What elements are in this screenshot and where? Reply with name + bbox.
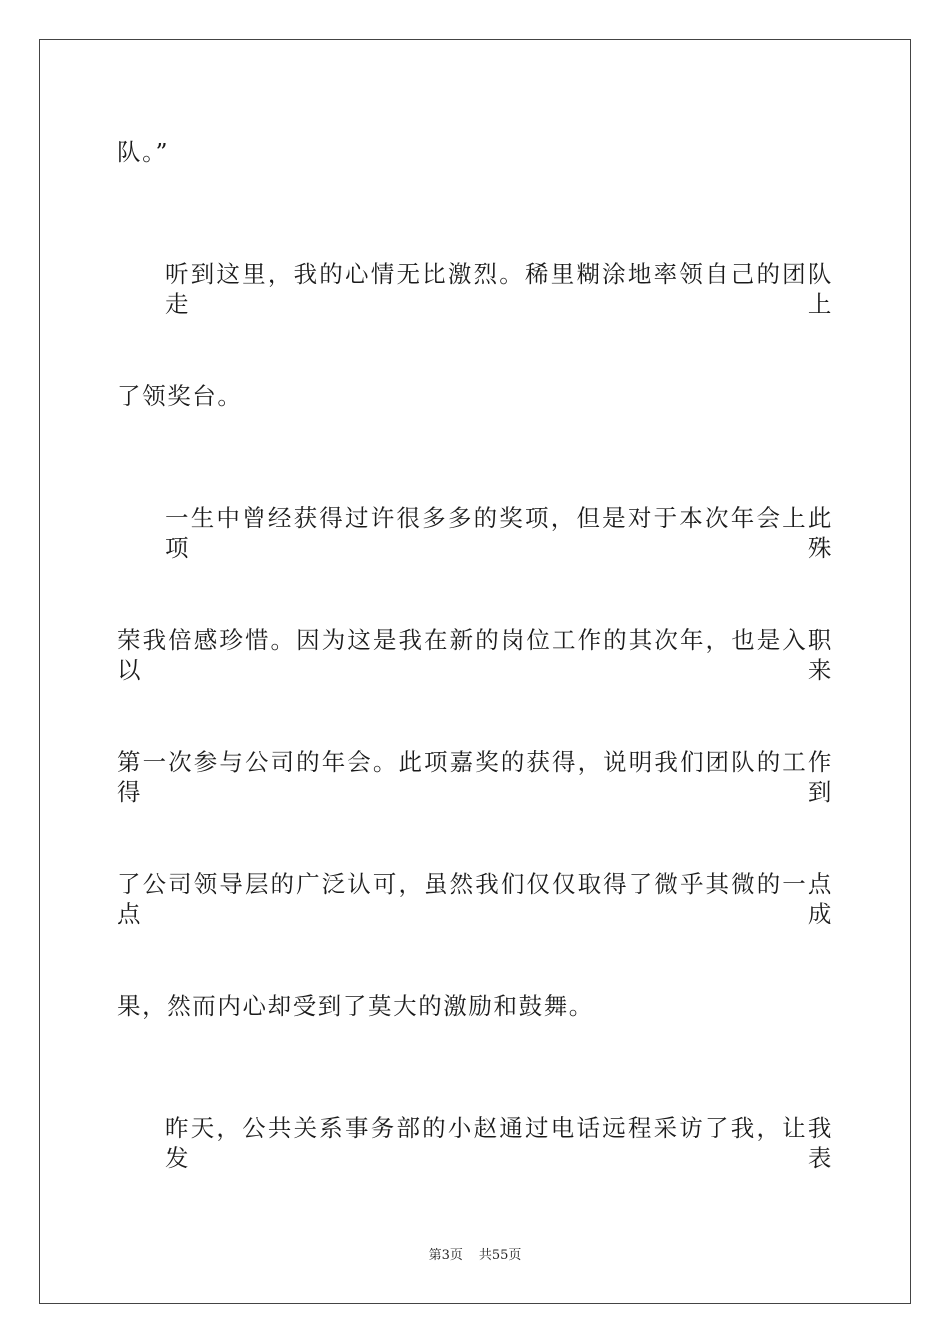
text-line-8: 果，然而内心却受到了莫大的激励和鼓舞。 (117, 992, 594, 1020)
page-footer (0, 1247, 950, 1265)
text-line-1: 队。” (117, 138, 170, 166)
text-line-5: 荣我倍感珍惜。因为这是我在新的岗位工作的其次年，也是入职以来 (117, 626, 833, 684)
text-line-3: 了领奖台。 (117, 382, 243, 410)
text-line-9: 昨天，公共关系事务部的小赵通过电话远程采访了我，让我发表 (165, 1114, 833, 1172)
text-line-2: 听到这里，我的心情无比激烈。稀里糊涂地率领自己的团队走上 (165, 260, 833, 318)
page-total: 共55页 (478, 1248, 522, 1263)
page-number: 第3页 (428, 1248, 463, 1263)
text-line-4: 一生中曾经获得过许很多多的奖项，但是对于本次年会上此项殊 (165, 504, 833, 562)
text-line-7: 了公司领导层的广泛认可，虽然我们仅仅取得了微乎其微的一点点成 (117, 870, 833, 928)
text-line-6: 第一次参与公司的年会。此项嘉奖的获得，说明我们团队的工作得到 (117, 748, 833, 806)
